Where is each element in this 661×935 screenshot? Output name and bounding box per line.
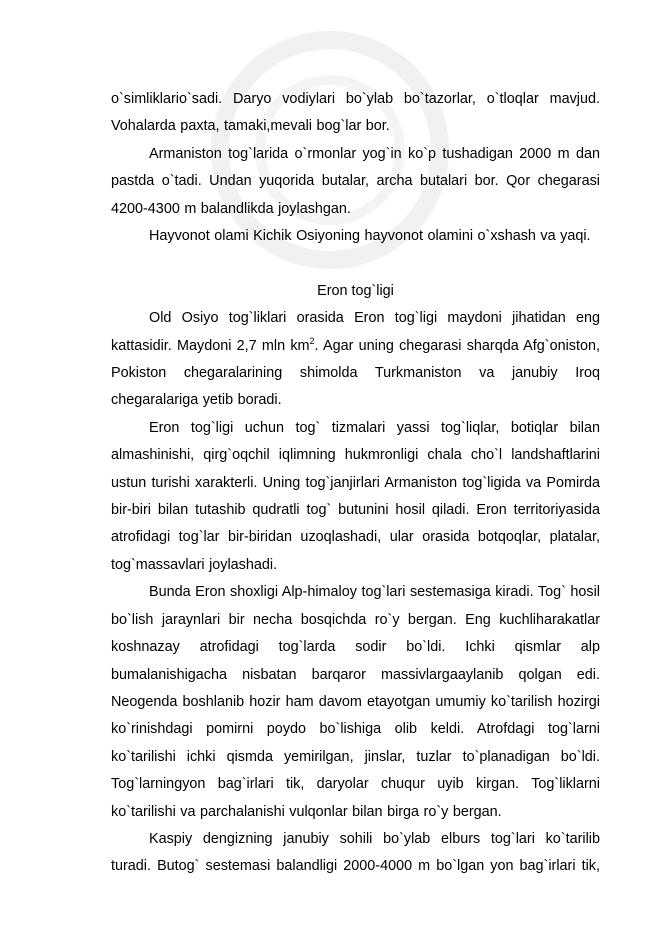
document-page (111, 86, 600, 881)
superscript-2: 2 (309, 335, 315, 346)
paragraph-2: Armaniston tog`larida o`rmonlar yog`in ko`p tushadigan 2000 m dan pastda o`tadi. Undan yuqorida butalar, archa butalari bor. Qor chegarasi 4200-4300 m balandlikda joylashgan. (111, 145, 600, 217)
paragraph-area (111, 305, 600, 415)
paragraph-7: Kaspiy dengizning janubiy sohili bo`ylab elburs tog`lari ko`tarilib turadi. Butog` sestemasi balandligi 2000-4000 m bo`lgan yon bag`irlari tik, (111, 830, 600, 875)
paragraph-area-text-end: . Agar uning chegarasi sharqda Afg`oniston, Pokiston chegaralarining shimolda Turkmaniston va janubiy Iroq chegaralariga yetib boradi. (111, 337, 600, 409)
paragraph-6: Bunda Eron shoxligi Alp-himaloy tog`lari sestemasiga kiradi. Tog` hosil bo`lish jaraynlari bir necha bosqichda ro`y bergan. Eng kuchliharakatlar koshnazay atrofidagi tog`larda sodir bo`ldi. Ichki qismlar alp bumalanishigacha nisbatan barqaror massivlargaaylanib qolgan edi. Neogenda boshlanib hozir ham davom etayotgan umumiy ko`tarilish hozirgi ko`rinishdagi pomirni poydo bo`lishiga olib keldi. Atrofdagi tog`larni ko`tarilishi ichki qismda yemirilgan, jinslar, tuzlar to`planadigan bo`ldi. Tog`larningyon bag`irlari tik, daryolar chuqur uyib kirgan. Tog`liklarni ko`tarilishi va parchalanishi vulqonlar bilan birga ro`y bergan. (111, 584, 600, 820)
paragraph-5: Eron tog`ligi uchun tog` tizmalari yassi tog`liqlar, botiqlar bilan almashinishi, qirg`oqchil iqlimning hukmronligi chala cho`l landshaftlarini ustun turishi xarakterli. Uning tog`janjirlari Armaniston tog`ligida va Pomirda bir-biri bilan tutashib qudratli tog` butunini hosil qiladi. Eron territoriyasida atrofidagi tog`lar bir-biridan uzoqlashadi, ular orasida botqoqlar, platalar, tog`massavlari joylashadi. (111, 419, 600, 573)
paragraph-1: o`simliklario`sadi. Daryo vodiylari bo`ylab bo`tazorlar, o`tloqlar mavjud. Vohalarda paxta, tamaki,mevali bog`lar bor. (111, 91, 600, 135)
paragraph-area-text: Old Osiyo tog`liklari orasida Eron tog`ligi maydoni jihatidan eng kattasidir. Maydoni 2,7 mln km (111, 310, 600, 354)
section-heading: Eron tog`ligi (317, 282, 394, 299)
paragraph-3: Hayvonot olami Kichik Osiyoning hayvonot olamini o`xshash va yaqi. (149, 228, 591, 245)
